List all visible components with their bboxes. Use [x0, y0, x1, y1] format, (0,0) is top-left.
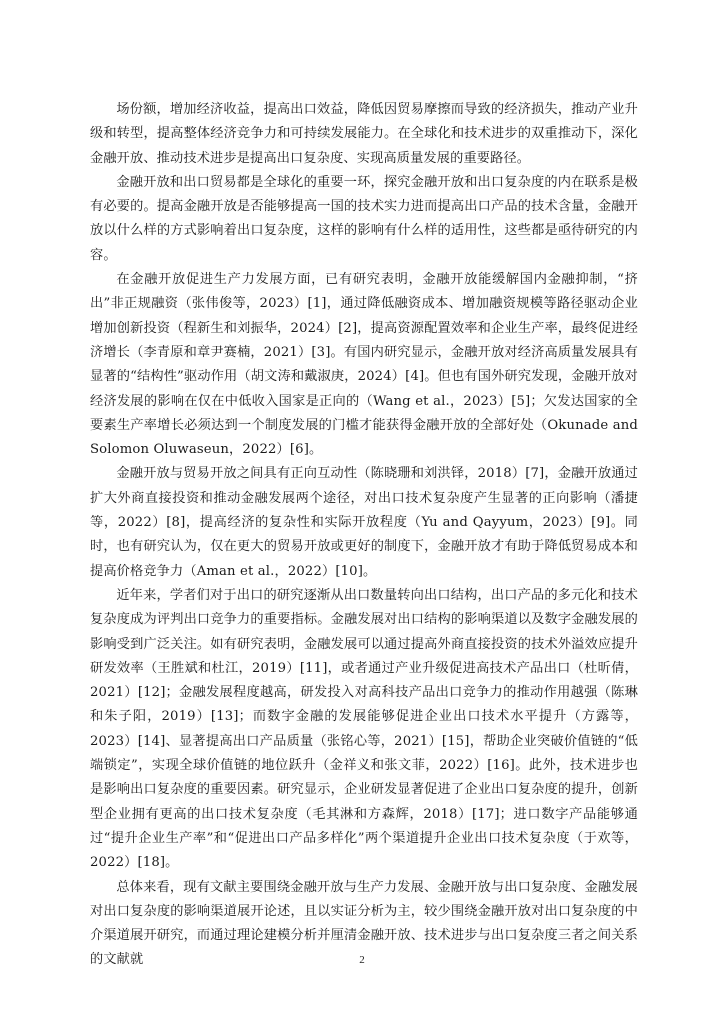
paragraph-2: 金融开放和出口贸易都是全球化的重要一环，探究金融开放和出口复杂度的内在联系是极有必要的。提高金融开放是否能够提高一国的技术实力进而提高出口产品的技术含量，金融开放以什么样的方式影响着出口复杂度，这样的影响有什么样的适用性，这些都是亟待研究的内容。	[90, 174, 638, 263]
paragraph-4: 金融开放与贸易开放之间具有正向互动性（陈晓珊和刘洪铎，2018）[7]，金融开放通过扩大外商直接投资和推动金融发展两个途径，对出口技术复杂度产生显著的正向影响（潘捷等，2022）[8]，提高经济的复杂性和实际开放程度（Yu and Qayyum，2023）[9]。同时，也有研究认为，仅在更大的贸易开放或更好的制度下，金融开放才有助于降低贸易成本和提高价格竞争力（Aman et al.，2022）[10]。	[90, 466, 638, 579]
page-number: 2	[359, 954, 365, 966]
paragraph-6: 总体来看，现有文献主要围绕金融开放与生产力发展、金融开放与出口复杂度、金融发展对出口复杂度的影响渠道展开论述，且以实证分析为主，较少围绕金融开放对出口复杂度的中介渠道展开研究，而通过理论建模分析并厘清金融开放、技术进步与出口复杂度三者之间关系的文献就	[90, 879, 638, 968]
paragraph-3: 在金融开放促进生产力发展方面，已有研究表明，金融开放能缓解国内金融抑制，“挤出”非正规融资（张伟俊等，2023）[1]，通过降低融资成本、增加融资规模等路径驱动企业增加创新投资（程新生和刘振华，2024）[2]，提高资源配置效率和企业生产率，最终促进经济增长（李青原和章尹赛楠，2021）[3]。有国内研究显示，金融开放对经济高质量发展具有显著的“结构性”驱动作用（胡文涛和戴淑庚，2024）[4]。但也有国外研究发现，金融开放对经济发展的影响在仅在中低收入国家是正向的（Wang et al.，2023）[5]；欠发达国家的全要素生产率增长必须达到一个制度发展的门槛才能获得金融开放的全部好处（Okunade and Solomon Oluwaseun，2022）[6]。	[90, 272, 638, 458]
paragraph-5: 近年来，学者们对于出口的研究逐渐从出口数量转向出口结构，出口产品的多元化和技术复杂度成为评判出口竞争力的重要指标。金融发展对出口结构的影响渠道以及数字金融发展的影响受到广泛关注。如有研究表明，金融发展可以通过提高外商直接投资的技术外溢效应提升研发效率（王胜斌和杜江，2019）[11]，或者通过产业升级促进高技术产品出口（杜昕倩，2021）[12]；金融发展程度越高，研发投入对高科技产品出口竞争力的推动作用越强（陈琳和朱子阳，2019）[13]；而数字金融的发展能够促进企业出口技术水平提升（方露等，2023）[14]、显著提高出口产品质量（张铭心等，2021）[15]，帮助企业突破价值链的“低端锁定”，实现全球价值链的地位跃升（金祥义和张文菲，2022）[16]。此外，技术进步也是影响出口复杂度的重要因素。研究显示，企业研发显著促进了企业出口复杂度的提升，创新型企业拥有更高的出口技术复杂度（毛其淋和方森辉，2018）[17]；进口数字产品能够通过“提升企业生产率”和“促进出口产品多样化”两个渠道提升企业出口技术复杂度（于欢等，2022）[18]。	[90, 587, 638, 871]
body-text	[90, 98, 638, 973]
paragraph-1: 场份额，增加经济收益，提高出口效益，降低因贸易摩擦而导致的经济损失，推动产业升级和转型，提高整体经济竞争力和可持续发展能力。在全球化和技术进步的双重推动下，深化金融开放、推动技术进步是提高出口复杂度、实现高质量发展的重要路径。	[90, 102, 638, 166]
